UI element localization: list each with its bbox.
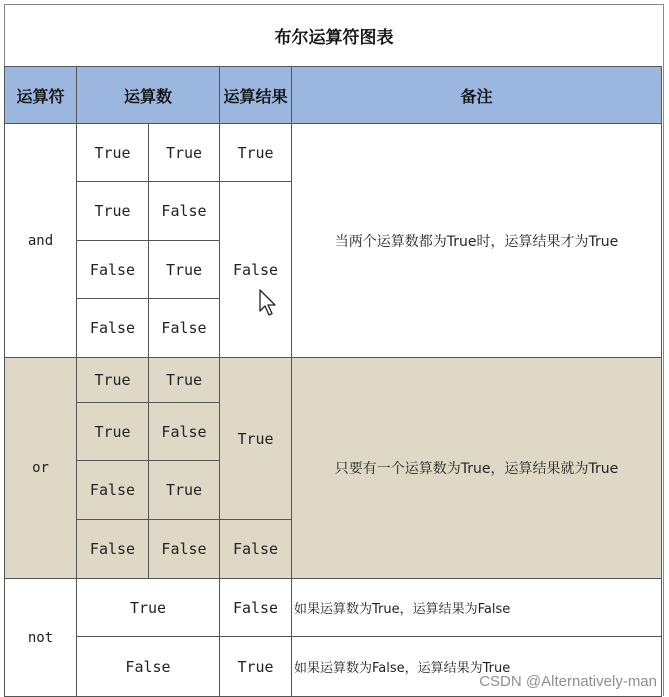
operator-not: not — [5, 579, 77, 697]
table-title: 布尔运算符图表 — [274, 27, 394, 48]
remark-and: 当两个运算数都为True时，运算结果才为True — [292, 124, 662, 358]
boolean-operator-table — [4, 66, 662, 697]
remark-not-true: 如果运算数为True，运算结果为False — [292, 579, 662, 637]
operand-cell: False — [77, 520, 149, 579]
header-row — [5, 67, 662, 124]
table-row — [5, 358, 662, 403]
operand-cell: False — [149, 182, 220, 241]
operator-or: or — [5, 358, 77, 579]
header-remark: 备注 — [292, 67, 662, 124]
operand-cell: False — [149, 299, 220, 358]
header-result: 运算结果 — [220, 67, 292, 124]
result-cell: True — [220, 637, 292, 697]
remark-not-false: 如果运算数为False，运算结果为True — [292, 637, 662, 697]
operand-cell: False — [149, 520, 220, 579]
operand-cell: True — [149, 241, 220, 299]
operand-cell: False — [77, 299, 149, 358]
table-row — [5, 579, 662, 637]
operand-cell: True — [77, 124, 149, 182]
watermark: CSDN @Alternatively-man — [479, 673, 657, 690]
operator-and: and — [5, 124, 77, 358]
header-operator: 运算符 — [5, 67, 77, 124]
operand-cell: True — [149, 358, 220, 403]
result-cell: False — [220, 579, 292, 637]
operand-cell: False — [77, 241, 149, 299]
mouse-cursor-icon — [258, 289, 278, 317]
operand-cell: True — [149, 124, 220, 182]
result-cell: False — [220, 520, 292, 579]
operand-cell: True — [77, 403, 149, 461]
header-operands: 运算数 — [77, 67, 220, 124]
operand-cell: True — [77, 358, 149, 403]
operand-cell: False — [149, 403, 220, 461]
operand-cell: True — [149, 461, 220, 520]
operand-cell: False — [77, 461, 149, 520]
remark-or: 只要有一个运算数为True，运算结果就为True — [292, 358, 662, 579]
table-row — [5, 124, 662, 182]
result-cell: True — [220, 358, 292, 520]
operand-cell: True — [77, 182, 149, 241]
operand-cell: True — [77, 579, 220, 637]
result-cell: True — [220, 124, 292, 182]
operand-cell: False — [77, 637, 220, 697]
result-cell: False — [220, 182, 292, 358]
